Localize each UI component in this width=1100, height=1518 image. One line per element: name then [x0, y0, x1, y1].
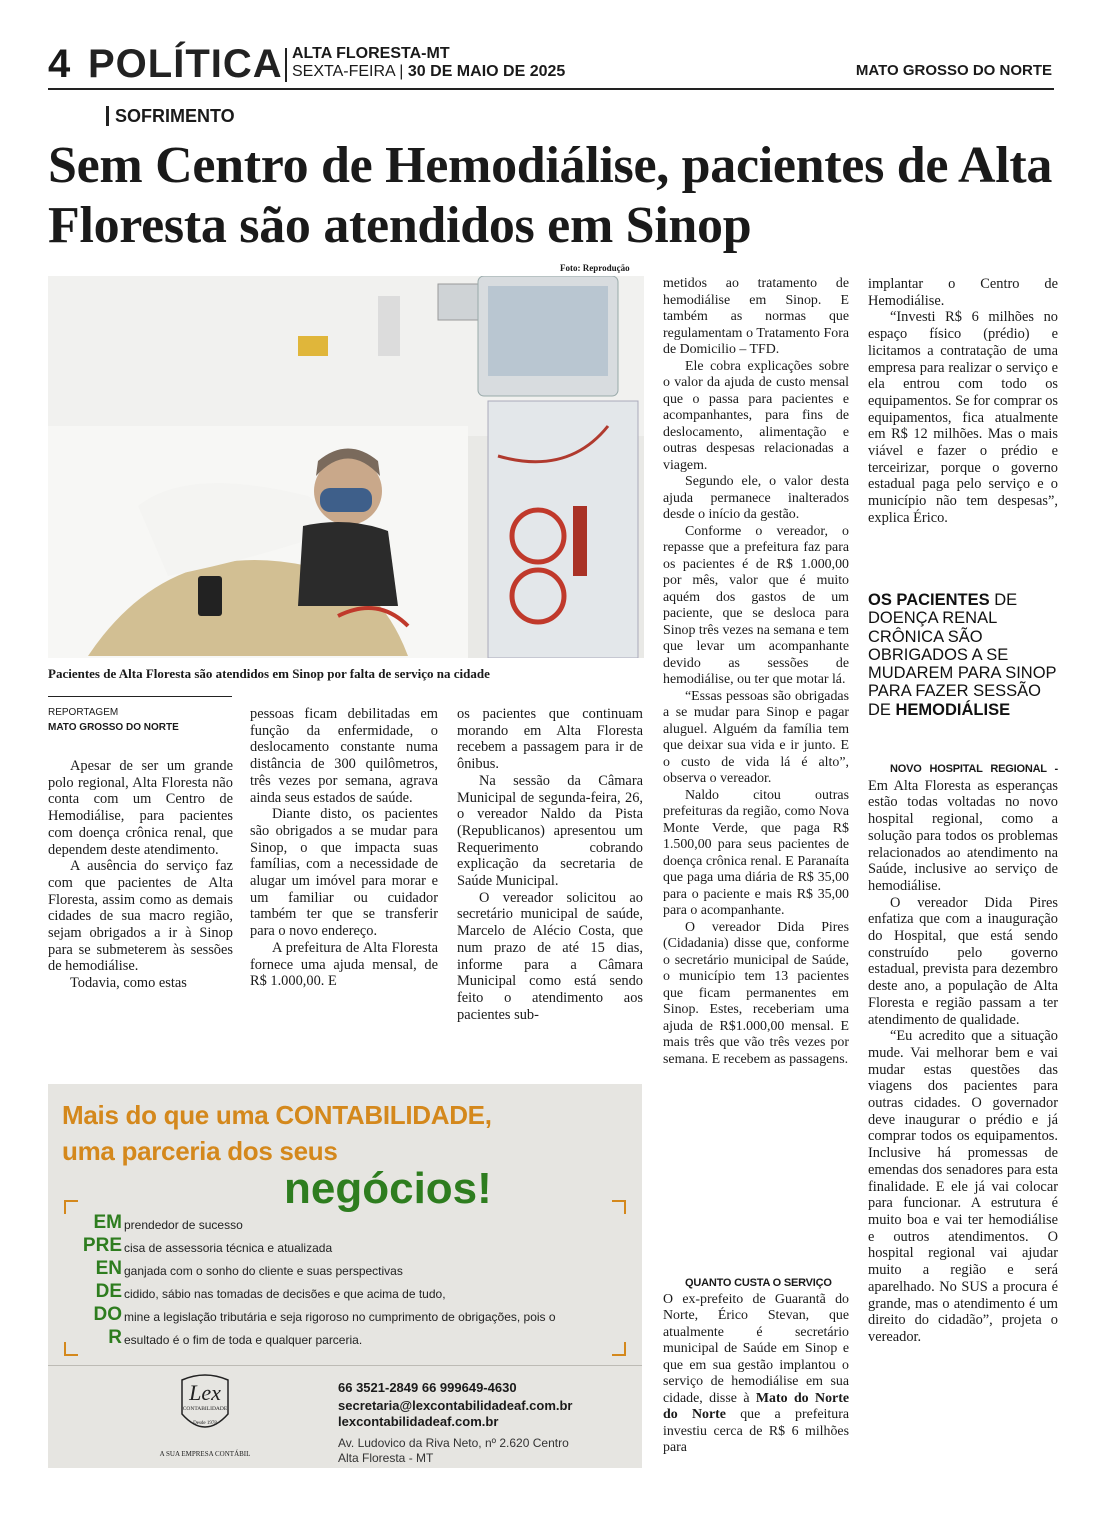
- photo-caption: Pacientes de Alta Floresta são atendidos em Sinop por falta de serviço na cidade: [48, 666, 490, 681]
- logo-name: Lex: [189, 1380, 221, 1405]
- edition-date: SEXTA-FEIRA | 30 DE MAIO DE 2025: [292, 63, 566, 80]
- paragraph: Segundo ele, o valor desta ajuda permanece inalterados desde o início da gestão.: [663, 474, 849, 522]
- ad-row: [72, 1258, 403, 1280]
- kicker: SOFRIMENTO: [106, 106, 235, 126]
- paragraph: “Essas pessoas são obrigadas a se mudar para Sinop e pagar aluguel. Alguém da família tem que deixar sua vida e ir junto. E o custo de vida lá é alto”, observa o vereador.: [663, 688, 849, 786]
- ad-row: [72, 1327, 362, 1349]
- paragraph: pessoas ficam debilitadas em função da enfermidade, o deslocamento constante numa distância de 300 quilômetros, três vezes por semana, agrava ainda seus estados de saúde.: [250, 706, 438, 806]
- ad-row-prefix: DE: [95, 1281, 122, 1302]
- edition-city: ALTA FLORESTA-MT: [292, 45, 450, 62]
- logo-tagline: A SUA EMPRESA CONTÁBIL: [159, 1450, 251, 1458]
- byline-label: REPORTAGEM: [48, 707, 119, 718]
- paragraph: implantar o Centro de Hemodiálise.: [868, 276, 1058, 309]
- page-number: 4: [48, 42, 71, 86]
- byline-rule: [48, 696, 232, 697]
- article-column-4b: [663, 1275, 849, 1457]
- ad-row-text: mine a legislação tributária e seja rigoroso no cumprimento de obrigações, pois o: [124, 1310, 556, 1324]
- weekday: SEXTA-FEIRA: [292, 63, 395, 80]
- article-column-3: [457, 706, 643, 1023]
- paragraph: [663, 1292, 849, 1457]
- date: 30 DE MAIO DE 2025: [407, 63, 566, 80]
- ad-row-prefix: DO: [93, 1304, 122, 1325]
- article-column-4: [663, 276, 849, 1068]
- paragraph: Apesar de ser um grande polo regional, Alta Floresta não conta com um Centro de Hemodiálise, para pacientes com doença crônica renal, que dependem deste atendimento.: [48, 758, 233, 858]
- newspaper-name: Mato do Norte do Norte: [663, 1390, 849, 1422]
- advertisement: [48, 1084, 642, 1468]
- pull-quote-bold: HEMODIÁLISE: [895, 700, 1011, 719]
- hemodialysis-photo-illustration: [48, 276, 644, 658]
- ad-title-line-1: Mais do que uma CONTABILIDADE,: [62, 1100, 492, 1130]
- subhead-cost: [663, 1275, 849, 1292]
- ad-phones: 66 3521-2849 66 999649-4630: [338, 1380, 517, 1395]
- article-column-5: [868, 276, 1058, 527]
- ad-email[interactable]: secretaria@lexcontabilidadeaf.com.br: [338, 1398, 573, 1413]
- masthead: MATO GROSSO DO NORTE: [855, 62, 1052, 79]
- ad-row-text: ganjada com o sonho do cliente e suas perspectivas: [124, 1264, 403, 1278]
- ad-row-text: prendedor de sucesso: [124, 1218, 243, 1232]
- article-column-2: [250, 706, 438, 990]
- paragraph: O vereador Dida Pires enfatiza que com a inauguração do Hospital, que está sendo construído pelo governo estadual, prevista para dezembro deste ano, a população de Alta Floresta e região passam a ter atendimento de qualidade.: [868, 894, 1058, 1028]
- ad-title-line-2: uma parceria dos seus: [62, 1136, 338, 1166]
- ad-address-line-1: Av. Ludovico da Riva Neto, nº 2.620 Centro: [338, 1436, 569, 1450]
- byline-name: MATO GROSSO DO NORTE: [48, 722, 179, 733]
- paragraph: Naldo citou outras prefeituras da região, como Nova Monte Verde, que paga R$ 1.500,00 para seus pacientes de doença crônica renal. E Paranaíta que paga uma diária de R$ 35,00 para o paciente e mais R$ 35,00 para o acompanhante.: [663, 787, 849, 918]
- ad-row-prefix: EM: [93, 1212, 122, 1233]
- paragraph: Diante disto, os pacientes são obrigados a se mudar para Sinop, o que impacta suas famílias, com a necessidade de alugar um imóvel para morar e um familiar ou cuidador também ter que se transferir para o novo endereço.: [250, 806, 438, 940]
- header-divider: [285, 48, 287, 82]
- paragraph: “Eu acredito que a situação mude. Vai melhorar bem e vai mudar estas questões das viagens dos pacientes para outras cidades. O governador deve inaugurar o prédio e já comprar todos os equipamentos. Inclusive há promessas de emendas dos senadores para esta finalidade. E ele já vai colocar para funcionar. A estrutura é muito boa e vai ter hemodiálise e outros atendimentos. O hospital regional vai ajudar muito a região e será aparelhado. No SUS a procura é grande, mas o atendimento é um direito do cidadão”, projeta o vereador.: [868, 1028, 1058, 1345]
- paragraph: Conforme o vereador, o repasse que a prefeitura faz para os pacientes é de R$ 1.000,00 por mês, valor que é muito aquém dos gastos de um paciente, que se desloca para Sinop três vezes na semana e tem que levar um acompanhante devido as sessões de hemodiálise, ou ter que motar lá.: [663, 523, 849, 687]
- corner-bracket-icon: [612, 1342, 626, 1356]
- lex-logo: [130, 1374, 280, 1464]
- paragraph: Todavia, como estas: [70, 975, 187, 992]
- ad-row: [72, 1281, 446, 1303]
- paragraph: A prefeitura de Alta Floresta fornece uma ajuda mensal, de R$ 1.000,00. E: [250, 939, 438, 990]
- ad-row: [72, 1212, 243, 1234]
- pull-quote-bold: OS PACIENTES: [868, 591, 990, 609]
- subhead: NOVO HOSPITAL REGIONAL -: [890, 763, 1058, 775]
- logo-sub: CONTABILIDADE: [182, 1406, 228, 1412]
- ad-row-text: cisa de assessoria técnica e atualizada: [124, 1241, 333, 1255]
- ad-row-prefix: EN: [95, 1258, 122, 1279]
- ad-row: [72, 1304, 556, 1326]
- photo-credit: Foto: Reprodução: [560, 263, 630, 273]
- article-column-5b: [868, 760, 1058, 1346]
- paragraph: A ausência do serviço faz com que pacientes de Alta Floresta, assim como as demais cidades de sua macro região, sejam obrigados a ir à Sinop para se submeterem às sessões de hemodiálise.: [48, 858, 233, 975]
- paragraph: Ele cobra explicações sobre o valor da ajuda de custo mensal que o passa para pacientes e acompanhantes, para fins de deslocamento, alimentação e outras despesas relacionadas a viagem.: [663, 358, 849, 473]
- subhead: QUANTO CUSTA O SERVIÇO: [685, 1277, 832, 1289]
- paragraph: O vereador Dida Pires (Cidadania) disse que, conforme o secretário municipal de Saúde, o município tem 13 pacientes que ficam permanentes em Sinop. Estes, receberiam uma ajuda de R$1.000,00 mensal. E mais três que vão três vezes por semana. E recebem as passagens.: [663, 919, 849, 1067]
- pull-quote: [868, 591, 1058, 719]
- paragraph: “Investi R$ 6 milhões no espaço físico (prédio) e licitamos a contratação de uma empresa para realizar o serviço e ela entrou com todo os equipamentos. Se for comprar os equipamentos, fica atualmente em R$ 12 milhões. Mas o mais viável e fazer o prédio e terceirizar, porque o governo estadual paga pelo serviço e o município não tem despesas”, explica Érico.: [868, 309, 1058, 526]
- ad-row-text: esultado é o fim de toda e qualquer parceria.: [124, 1333, 363, 1347]
- paragraph: metidos ao tratamento de hemodiálise em Sinop. E também as normas que regulamentam o Tratamento Fora de Domicilio – TFD.: [663, 276, 849, 357]
- logo-since: Desde 1978: [193, 1421, 217, 1426]
- paragraph: O vereador solicitou ao secretário municipal de saúde, Marcelo de Alécio Costa, que num prazo de até 15 dias, informe para a Câmara Municipal como está sendo feito o atendimento aos pacientes sub-: [457, 889, 643, 1023]
- paragraph: os pacientes que continuam morando em Alta Floresta recebem a passagem para ir de ônibus.: [457, 706, 643, 773]
- ad-address-line-2: Alta Floresta - MT: [338, 1451, 434, 1465]
- ad-title-line-3: negócios!: [284, 1164, 492, 1213]
- article-photo: [48, 276, 644, 658]
- ad-website[interactable]: lexcontabilidadeaf.com.br: [338, 1414, 499, 1429]
- pull-quote-text: DE DOENÇA RENAL CRÔNICA SÃO OBRIGADOS A SE MUDAREM PARA SINOP PARA FAZER SESSÃO DE: [868, 591, 1057, 719]
- ad-row-prefix: PRE: [82, 1235, 122, 1256]
- ad-row-text: cidido, sábio nas tomadas de decisões e que acima de tudo,: [124, 1287, 446, 1301]
- text-run: O ex-prefeito de Guarantã do Norte, Érico Stevan, que atualmente é secretário municipal de Saúde em Sinop e que em sua gestão implantou o serviço de hemodiálise em sua cidade, disse à: [663, 1291, 849, 1406]
- ad-divider: [48, 1365, 642, 1366]
- headline: Sem Centro de Hemodiálise, pacientes de Alta Floresta são atendidos em Sinop: [48, 137, 1053, 254]
- section-title: POLÍTICA: [88, 42, 283, 86]
- header-rule: [48, 88, 1054, 90]
- corner-bracket-icon: [612, 1200, 626, 1214]
- article-column-1: [48, 758, 233, 992]
- ad-row-prefix: R: [108, 1327, 122, 1348]
- text-run: que a prefeitura investiu cerca de R$ 6 milhões para: [663, 1407, 849, 1455]
- text-run: Em Alta Floresta as esperanças estão todas voltadas no novo hospital regional, como a solução para todos os problemas relacionados ao atendimento na Saúde, inclusive ao serviço de hemodiálise.: [868, 777, 1058, 894]
- ad-row: [72, 1235, 332, 1257]
- paragraph: [868, 760, 1058, 895]
- paragraph: Na sessão da Câmara Municipal de segunda-feira, 26, o vereador Naldo da Pista (Republicanos) apresentou um Requerimento cobrando explicação da secretaria de Saúde Municipal.: [457, 772, 643, 890]
